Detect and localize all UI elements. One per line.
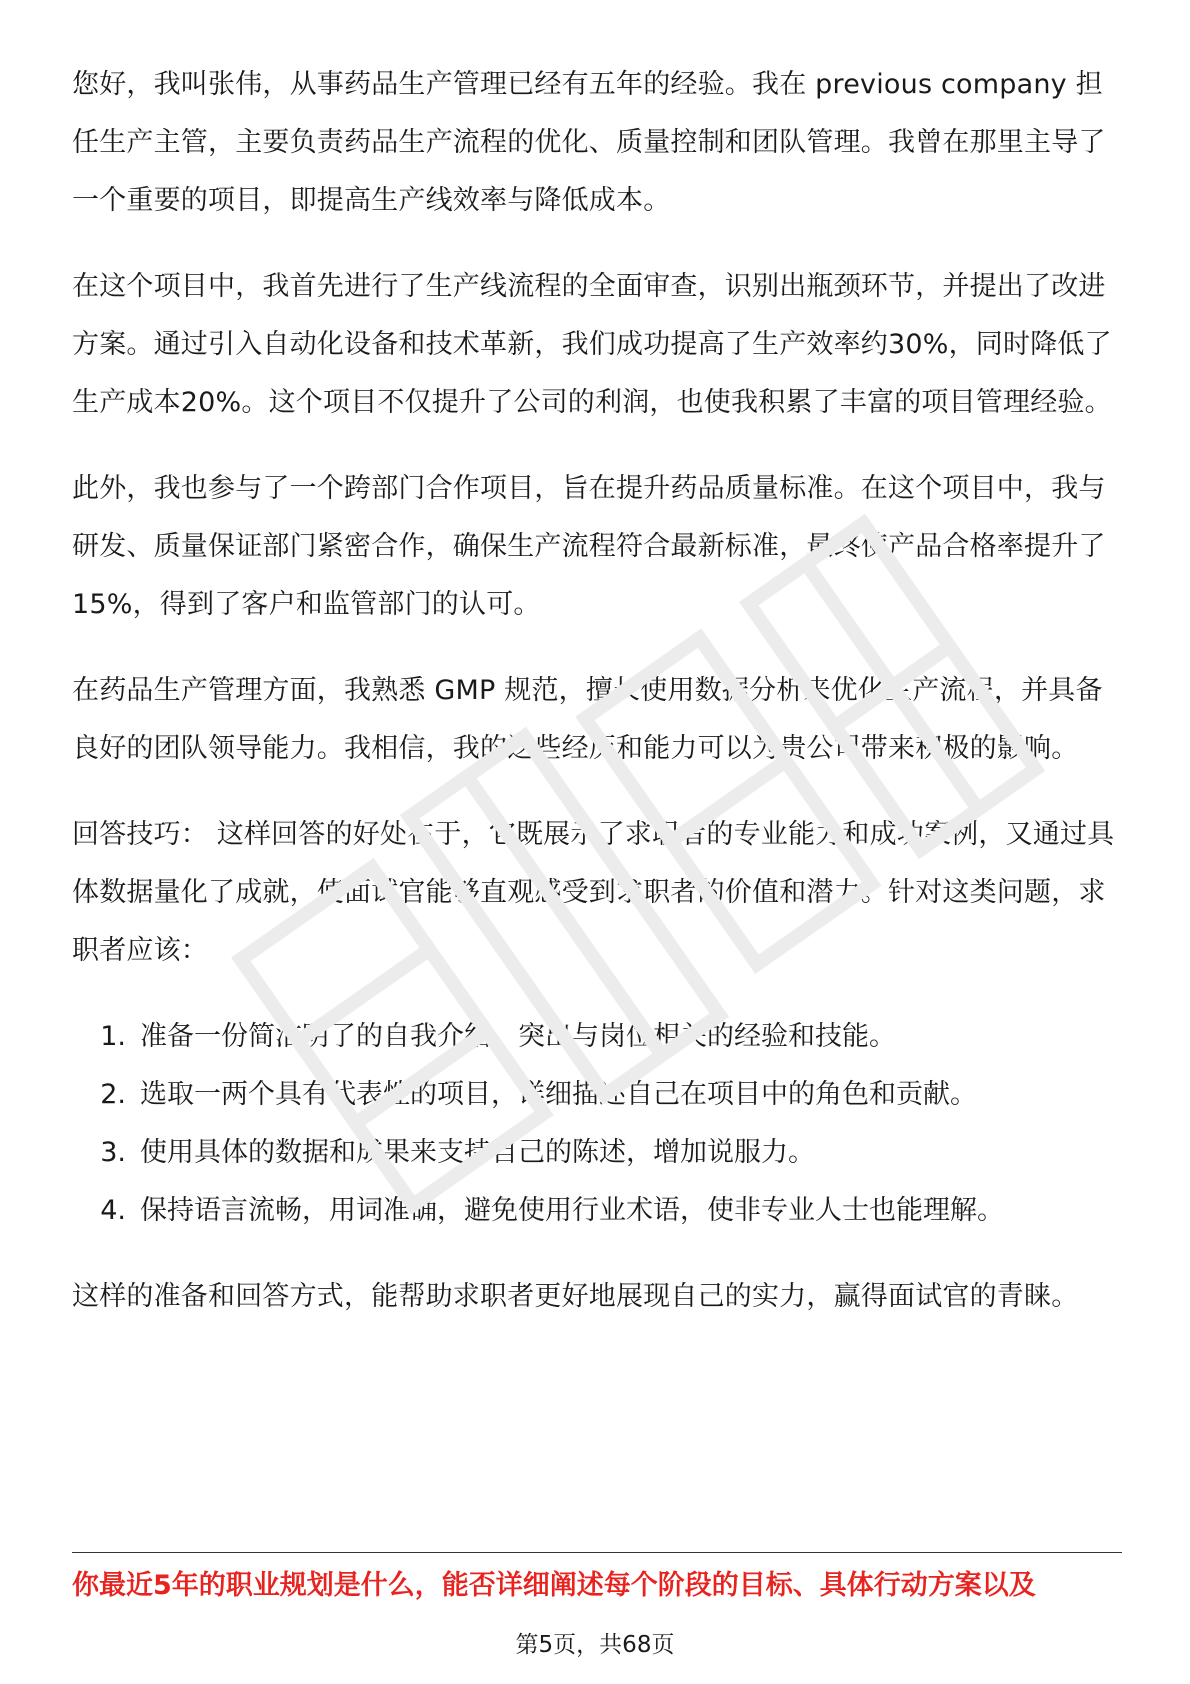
list-item-text: 保持语言流畅，用词准确，避免使用行业术语，使非专业人士也能理解。: [140, 1195, 1004, 1226]
tips-list: [72, 1008, 1122, 1240]
list-item: [72, 1182, 1122, 1240]
list-item: [72, 1066, 1122, 1124]
answer-tips-intro: 回答技巧： 这样回答的好处在于，它既展示了求职者的专业能力和成功案例，又通过具体数据量化了成就，使面试官能够直观感受到求职者的价值和潜力。针对这类问题，求职者应该：: [72, 819, 1115, 966]
list-item-number: 1.: [100, 1021, 126, 1052]
answer-paragraph-2: 在这个项目中，我首先进行了生产线流程的全面审查，识别出瓶颈环节，并提出了改进方案。通过引入自动化设备和技术革新，我们成功提高了生产效率约30%，同时降低了生产成本20%。这个项目不仅提升了公司的利润，也使我积累了丰富的项目管理经验。: [72, 271, 1112, 418]
list-item-text: 选取一两个具有代表性的项目，详细描述自己在项目中的角色和贡献。: [140, 1079, 977, 1110]
section-divider: [72, 1552, 1122, 1553]
list-item: [72, 1124, 1122, 1182]
list-item: [72, 1008, 1122, 1066]
document-body: [72, 56, 1122, 1354]
list-item-text: 准备一份简洁明了的自我介绍，突出与岗位相关的经验和技能。: [140, 1021, 896, 1052]
list-item-number: 2.: [100, 1079, 126, 1110]
answer-paragraph-3: 此外，我也参与了一个跨部门合作项目，旨在提升药品质量标准。在这个项目中，我与研发、质量保证部门紧密合作，确保生产流程符合最新标准，最终使产品合格率提升了15%，得到了客户和监管部门的认可。: [72, 473, 1106, 620]
page-number: 第5页，共68页: [515, 1632, 675, 1658]
answer-paragraph-1: 您好，我叫张伟，从事药品生产管理已经有五年的经验。我在 previous company 担任生产主管，主要负责药品生产流程的优化、质量控制和团队管理。我曾在那里主导了一个重要的项目，即提高生产线效率与降低成本。: [72, 69, 1106, 216]
list-item-number: 4.: [100, 1195, 126, 1226]
list-item-number: 3.: [100, 1137, 126, 1168]
answer-paragraph-4: 在药品生产管理方面，我熟悉 GMP 规范，擅长使用数据分析来优化生产流程，并具备良好的团队领导能力。我相信，我的这些经历和能力可以为贵公司带来积极的影响。: [72, 675, 1103, 764]
closing-paragraph: 这样的准备和回答方式，能帮助求职者更好地展现自己的实力，赢得面试官的青睐。: [72, 1281, 1079, 1312]
next-question-heading: 你最近5年的职业规划是什么，能否详细阐述每个阶段的目标、具体行动方案以及: [72, 1570, 1036, 1601]
list-item-text: 使用具体的数据和成果来支持自己的陈述，增加说服力。: [140, 1137, 815, 1168]
